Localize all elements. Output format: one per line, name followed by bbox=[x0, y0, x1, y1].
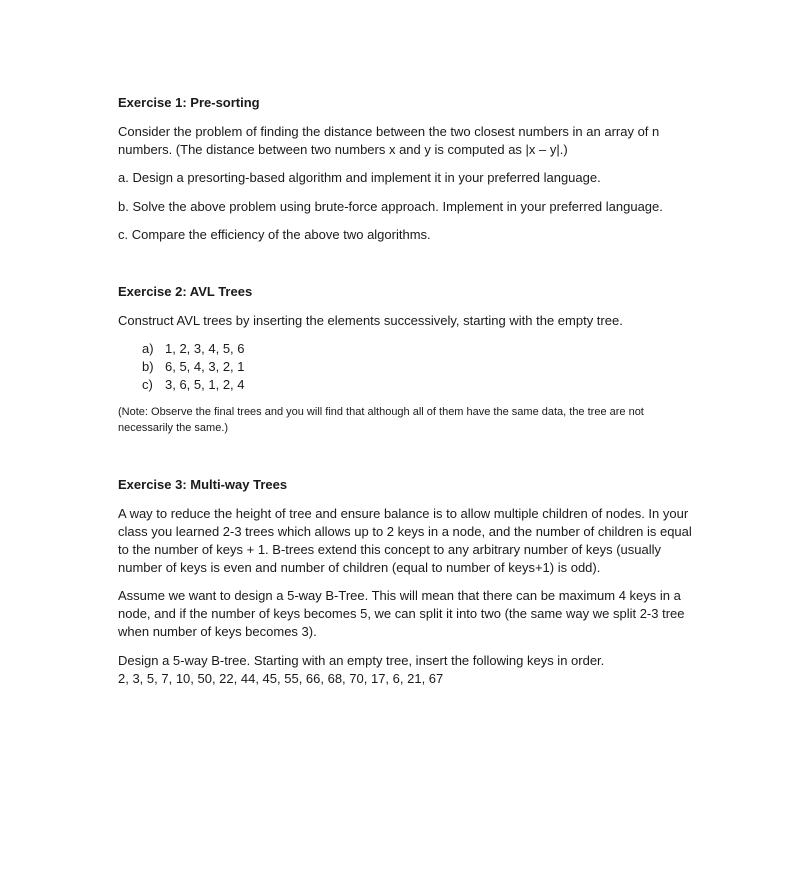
exercise-3-section bbox=[118, 476, 698, 688]
exercise-1-section bbox=[118, 94, 698, 244]
exercise-3-paragraph-2: Assume we want to design a 5-way B-Tree. This will mean that there can be maximum 4 keys in a node, and if the number of keys becomes 5, we can split it into two (the same way we split 2-3 tree when number of keys becomes 3). bbox=[118, 588, 685, 639]
list-item-text: 1, 2, 3, 4, 5, 6 bbox=[165, 341, 245, 356]
exercise-3-keys: 2, 3, 5, 7, 10, 50, 22, 44, 45, 55, 66, 68, 70, 17, 6, 21, 67 bbox=[118, 671, 444, 686]
list-marker: b) bbox=[142, 359, 154, 374]
exercise-2-intro: Construct AVL trees by inserting the elements successively, starting with the empty tree. bbox=[118, 313, 623, 328]
document-page bbox=[118, 94, 698, 688]
exercise-2-section bbox=[118, 283, 698, 436]
exercise-1-part-c: c. Compare the efficiency of the above two algorithms. bbox=[118, 227, 431, 242]
list-item-text: 6, 5, 4, 3, 2, 1 bbox=[165, 359, 245, 374]
list-item bbox=[118, 358, 698, 376]
exercise-3-paragraph-3: Design a 5-way B-tree. Starting with an empty tree, insert the following keys in order. bbox=[118, 653, 605, 668]
exercise-2-note: (Note: Observe the final trees and you will find that although all of them have the same data, the tree are not necessarily the same.) bbox=[118, 406, 644, 434]
exercise-2-title: Exercise 2: AVL Trees bbox=[118, 284, 253, 299]
exercise-1-part-b: b. Solve the above problem using brute-force approach. Implement in your preferred language. bbox=[118, 199, 663, 214]
list-item-text: 3, 6, 5, 1, 2, 4 bbox=[165, 377, 245, 392]
exercise-1-title: Exercise 1: Pre-sorting bbox=[118, 95, 260, 110]
list-marker: c) bbox=[142, 377, 153, 392]
exercise-2-list bbox=[118, 340, 698, 394]
exercise-1-intro: Consider the problem of finding the distance between the two closest numbers in an array of n numbers. (The distance between two numbers x and y is computed as |x – y|.) bbox=[118, 124, 660, 157]
exercise-3-title: Exercise 3: Multi-way Trees bbox=[118, 477, 288, 492]
list-item bbox=[118, 340, 698, 358]
exercise-3-paragraph-1: A way to reduce the height of tree and ensure balance is to allow multiple children of nodes. In your class you learned 2-3 trees which allows up to 2 keys in a node, and the number of children is equal to the number of keys + 1. B-trees extend this concept to any arbitrary number of keys (usually number of keys is even and number of children (equal to number of keys+1) is odd). bbox=[118, 506, 692, 575]
exercise-1-part-a: a. Design a presorting-based algorithm and implement it in your preferred language. bbox=[118, 170, 601, 185]
list-marker: a) bbox=[142, 341, 154, 356]
list-item bbox=[118, 376, 698, 394]
